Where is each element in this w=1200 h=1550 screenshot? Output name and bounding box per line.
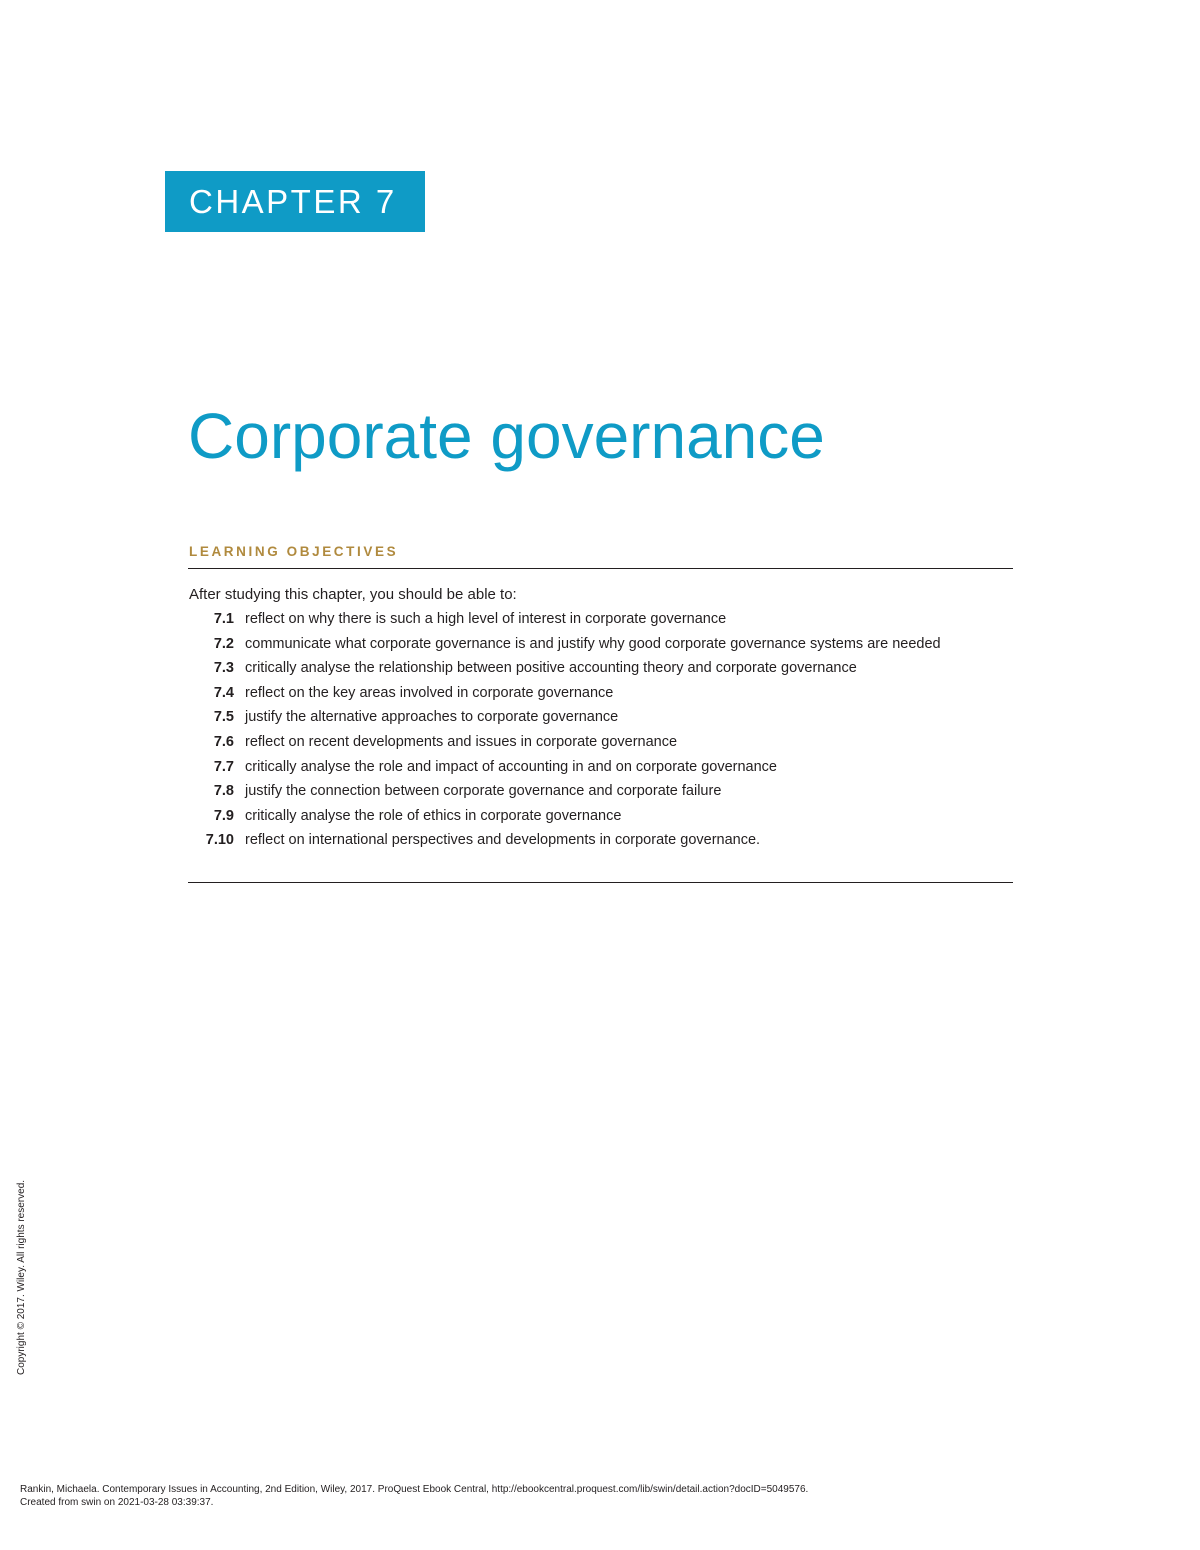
objective-number: 7.2 xyxy=(213,635,234,652)
objective-item-7-5 xyxy=(188,707,1013,727)
objective-text: justify the alternative approaches to corporate governance xyxy=(245,709,619,726)
learning-objectives-heading: LEARNING OBJECTIVES xyxy=(189,544,399,559)
objective-text: reflect on the key areas involved in corporate governance xyxy=(245,684,614,701)
objective-item-7-2 xyxy=(188,634,1013,654)
objective-number: 7.10 xyxy=(205,832,234,849)
objective-item-7-10 xyxy=(188,830,1013,850)
objective-item-7-4 xyxy=(188,683,1013,703)
chapter-badge xyxy=(165,171,425,232)
objective-text: reflect on international perspectives and developments in corporate governance. xyxy=(245,832,761,849)
chapter-label: CHAPTER 7 xyxy=(189,183,397,220)
objective-item-7-1 xyxy=(188,609,1013,629)
chapter-title: Corporate governance xyxy=(188,400,825,472)
objective-number: 7.3 xyxy=(213,660,234,677)
objective-text: critically analyse the role and impact of accounting in and on corporate governance xyxy=(245,758,777,775)
objective-number: 7.7 xyxy=(213,758,234,775)
objective-number: 7.4 xyxy=(213,684,234,701)
copyright-notice: Copyright © 2017. Wiley. All rights reserved. xyxy=(16,1179,27,1375)
objective-item-7-8 xyxy=(188,781,1013,801)
page-footer xyxy=(20,1483,808,1509)
objective-text: communicate what corporate governance is and justify why good corporate governance systems are needed xyxy=(245,635,941,652)
learning-objectives-list xyxy=(188,609,1013,855)
objective-text: reflect on why there is such a high level of interest in corporate governance xyxy=(245,611,727,627)
objective-item-7-7 xyxy=(188,757,1013,777)
objective-text: critically analyse the relationship between positive accounting theory and corporate governance xyxy=(245,660,857,677)
learning-objectives-intro: After studying this chapter, you should be able to: xyxy=(189,586,517,603)
objective-number: 7.1 xyxy=(213,611,234,627)
objective-number: 7.5 xyxy=(213,709,234,726)
objective-number: 7.9 xyxy=(213,807,234,824)
top-divider xyxy=(188,568,1013,569)
bottom-divider xyxy=(188,882,1013,883)
footer-citation: Rankin, Michaela. Contemporary Issues in Accounting, 2nd Edition, Wiley, 2017. ProQuest Ebook Central, http://ebookcentral.proquest.com/lib/swin/detail.action?docID=5049576. xyxy=(20,1484,809,1495)
objective-item-7-3 xyxy=(188,658,1013,678)
objective-item-7-6 xyxy=(188,732,1013,752)
objective-text: critically analyse the role of ethics in corporate governance xyxy=(245,807,622,824)
objective-item-7-9 xyxy=(188,806,1013,826)
objective-number: 7.8 xyxy=(213,783,234,800)
footer-created: Created from swin on 2021-03-28 03:39:37. xyxy=(20,1497,214,1508)
objective-text: reflect on recent developments and issues in corporate governance xyxy=(245,733,678,750)
objective-number: 7.6 xyxy=(213,733,234,750)
objective-text: justify the connection between corporate governance and corporate failure xyxy=(245,783,722,800)
